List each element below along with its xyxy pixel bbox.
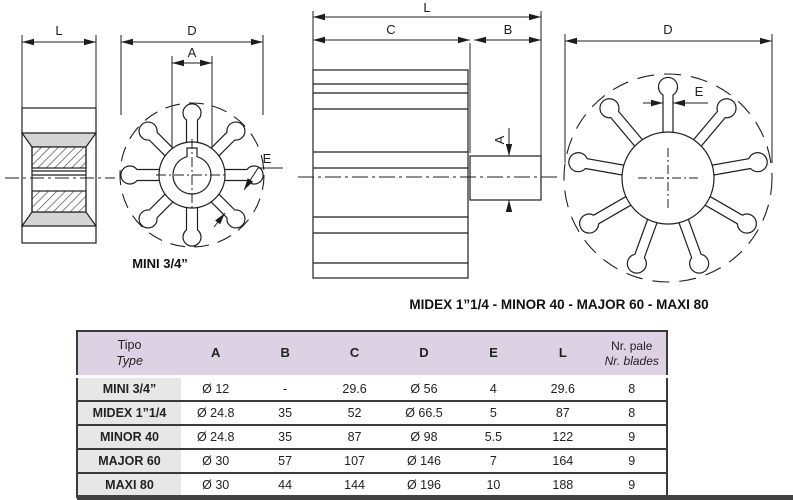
row-label: MINOR 40 [77,425,181,449]
table-cell: 122 [528,425,597,449]
table-cell: 188 [528,473,597,497]
impeller-spec-table [76,330,668,498]
col-header-c: C [320,331,389,377]
table-cell: 9 [598,449,667,473]
large-front-view-drawing [553,3,793,293]
large-side-view-drawing [298,0,563,293]
col-header-e: E [459,331,528,377]
row-label: MAXI 80 [77,473,181,497]
table-cell: 35 [250,425,319,449]
row-label: MINI 3/4” [77,377,181,402]
row-label: MAJOR 60 [77,449,181,473]
dim-label-l-large: L [423,0,431,15]
table-cell: 44 [250,473,319,497]
table-cell: Ø 30 [181,473,250,497]
mini-front-view-drawing [115,5,295,270]
table-row-mini [77,377,667,402]
col-header-blades [598,331,667,377]
table-cell: Ø 66.5 [389,401,458,425]
table-cell: Ø 196 [389,473,458,497]
models-caption: MIDEX 1”1/4 - MINOR 40 - MAJOR 60 - MAXI 80 [409,297,709,312]
row-label: MIDEX 1”1/4 [77,401,181,425]
col-header-a: A [181,331,250,377]
dim-label-e-large: E [694,84,704,99]
dim-label-c-large: C [386,22,396,37]
table-row-minor [77,425,667,449]
mini-side-view-drawing [5,5,115,255]
table-cell: 35 [250,401,319,425]
table-cell: 57 [250,449,319,473]
table-cell: 29.6 [320,377,389,402]
col-header-blades-en: Nr. blades [604,353,659,368]
table-cell: Ø 12 [181,377,250,402]
col-header-b: B [250,331,319,377]
col-header-l: L [528,331,597,377]
col-header-blades-it: Nr. pale [611,338,653,353]
table-cell: 107 [320,449,389,473]
table-cell: 144 [320,473,389,497]
table-cell: 87 [528,401,597,425]
table-cell: 29.6 [528,377,597,402]
col-header-type-it: Tipo [117,337,142,352]
table-cell: Ø 146 [389,449,458,473]
dim-label-l-mini: L [55,23,63,38]
bottom-divider-strip [77,495,793,500]
table-row-major [77,449,667,473]
col-header-type-en: Type [116,353,143,368]
table-cell: 4 [459,377,528,402]
table-cell: Ø 98 [389,425,458,449]
dim-label-b-large: B [503,22,513,37]
table-cell: 10 [459,473,528,497]
col-header-d: D [389,331,458,377]
table-cell: 9 [598,473,667,497]
table-cell: Ø 24.8 [181,425,250,449]
table-cell: Ø 56 [389,377,458,402]
dim-label-a-mini: A [187,45,197,60]
table-header-row [77,331,667,377]
dim-label-d-mini: D [187,23,197,38]
table-cell: 8 [598,401,667,425]
mini-model-label: MINI 3/4” [132,256,188,271]
table-cell: - [250,377,319,402]
table-cell: Ø 30 [181,449,250,473]
col-header-type [77,331,181,377]
table-cell: 52 [320,401,389,425]
table-cell: 5.5 [459,425,528,449]
table-cell: 7 [459,449,528,473]
table-cell: 9 [598,425,667,449]
dim-label-d-large: D [663,22,673,37]
table-cell: Ø 24.8 [181,401,250,425]
table-cell: 8 [598,377,667,402]
table-cell: 164 [528,449,597,473]
dim-label-a-large: A [492,135,507,145]
table-row-maxi [77,473,667,497]
table-cell: 87 [320,425,389,449]
table-row-midex [77,401,667,425]
table-cell: 5 [459,401,528,425]
dim-label-e-mini: E [262,151,272,166]
